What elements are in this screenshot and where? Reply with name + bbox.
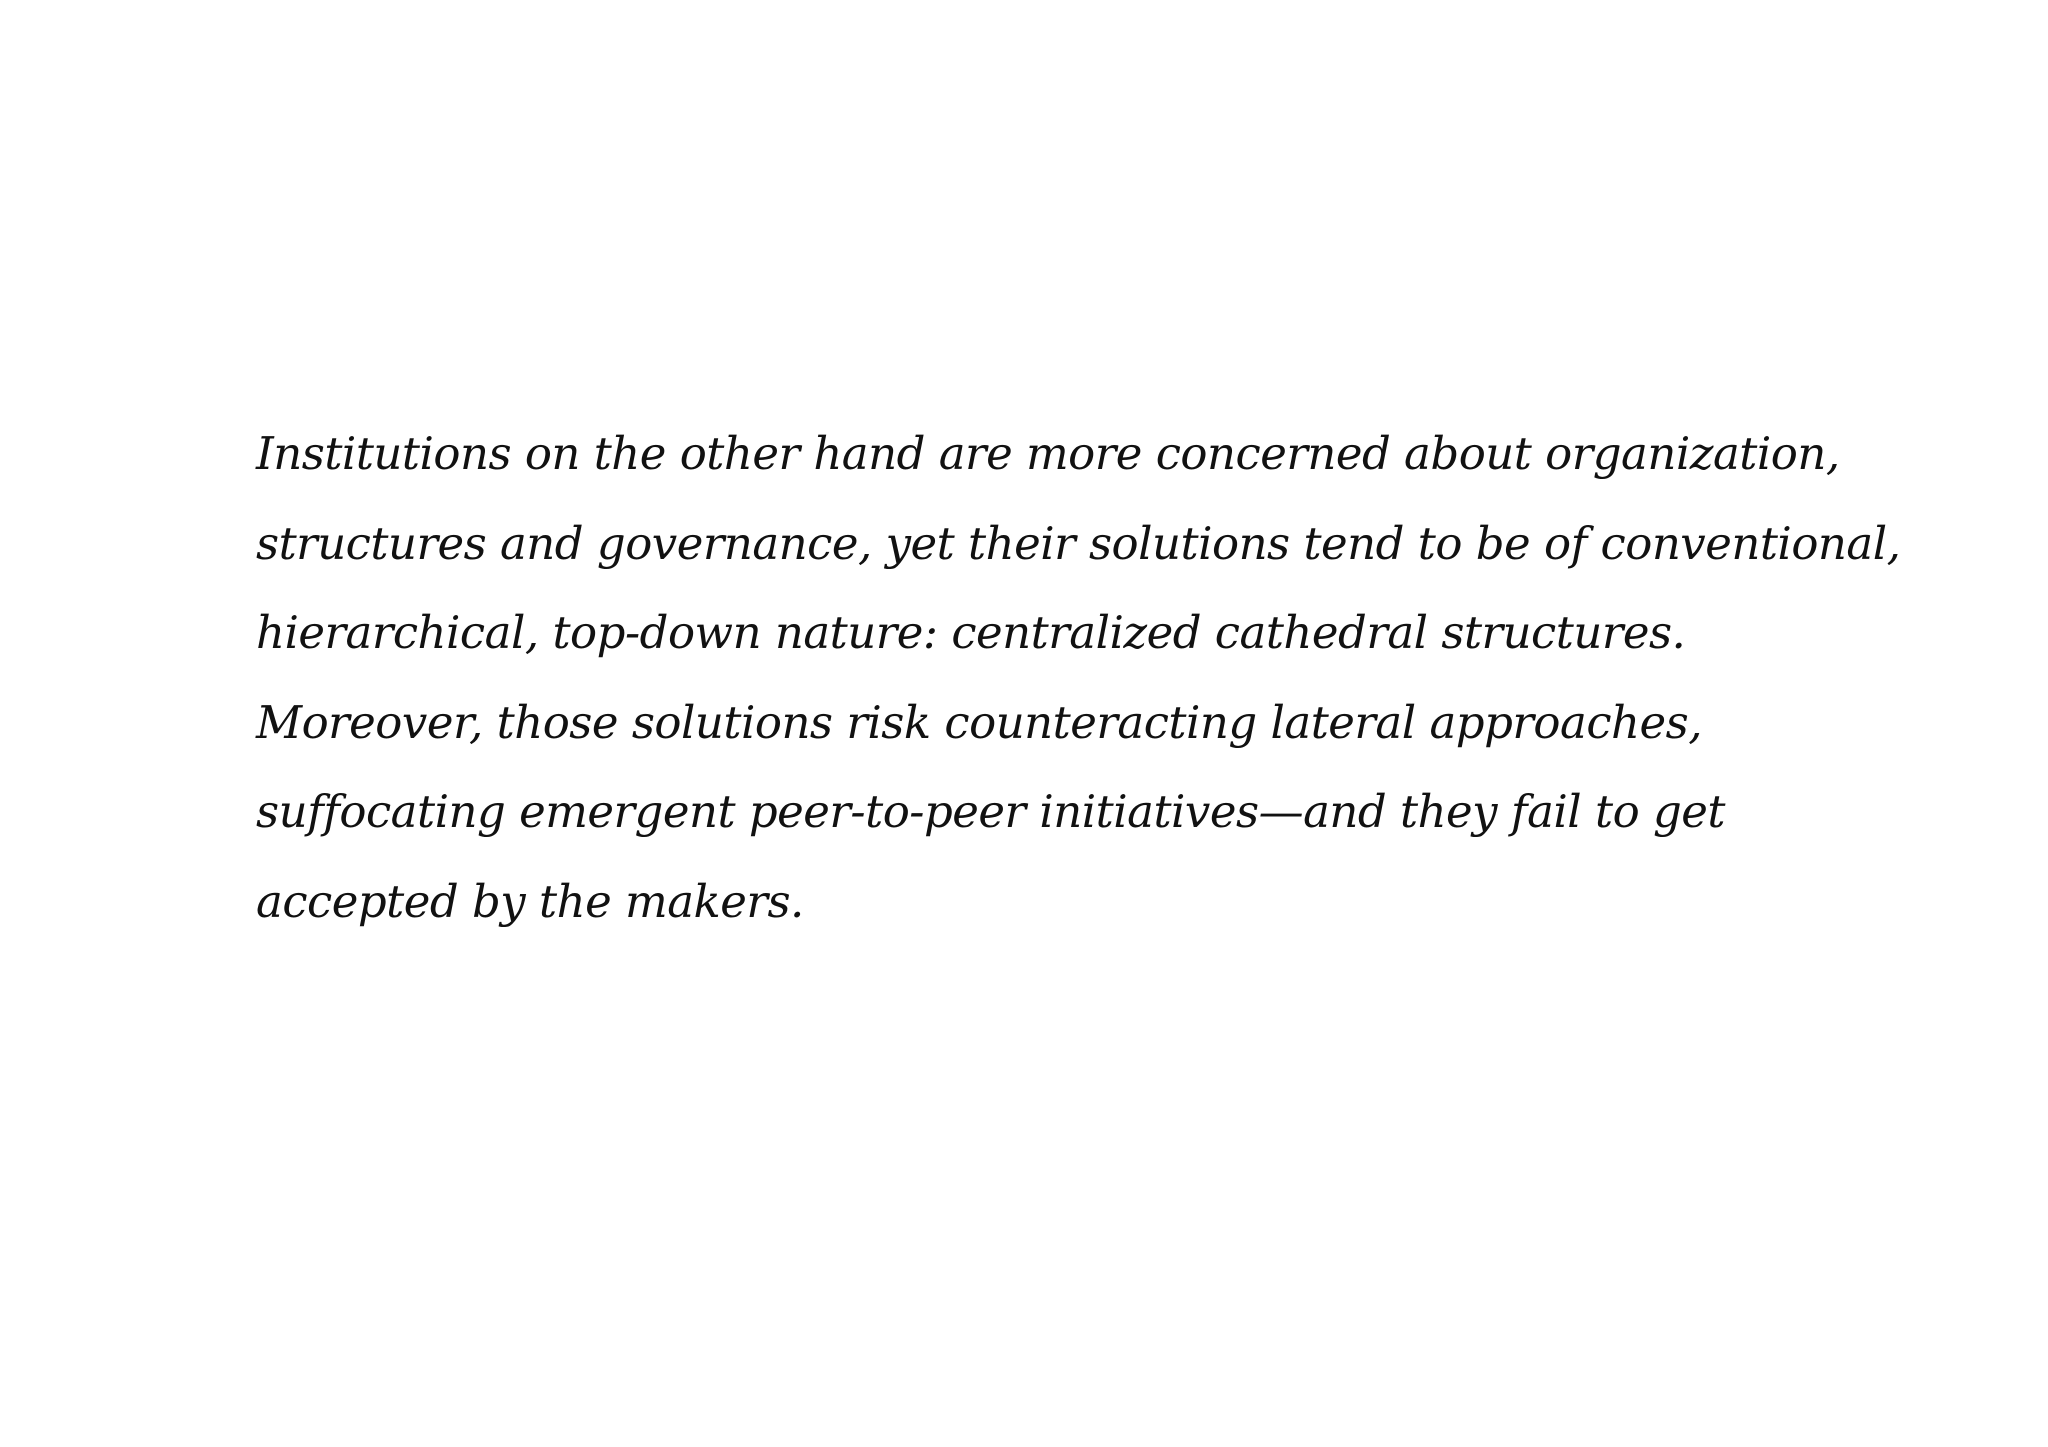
paragraph-line: accepted by the makers. bbox=[256, 874, 804, 928]
paragraph-line: suffocating emergent peer-to-peer initiatives—and they fail to get bbox=[256, 785, 1725, 838]
paragraph-line: structures and governance, yet their solutions tend to be of conventional, bbox=[256, 516, 1901, 570]
paragraph-line: Institutions on the other hand are more concerned about organization, bbox=[256, 427, 1840, 480]
quote-paragraph bbox=[256, 409, 1901, 946]
paragraph-line: Moreover, those solutions risk counteracting lateral approaches, bbox=[256, 695, 1703, 749]
paragraph-line: hierarchical, top-down nature: centralized cathedral structures. bbox=[256, 606, 1686, 659]
